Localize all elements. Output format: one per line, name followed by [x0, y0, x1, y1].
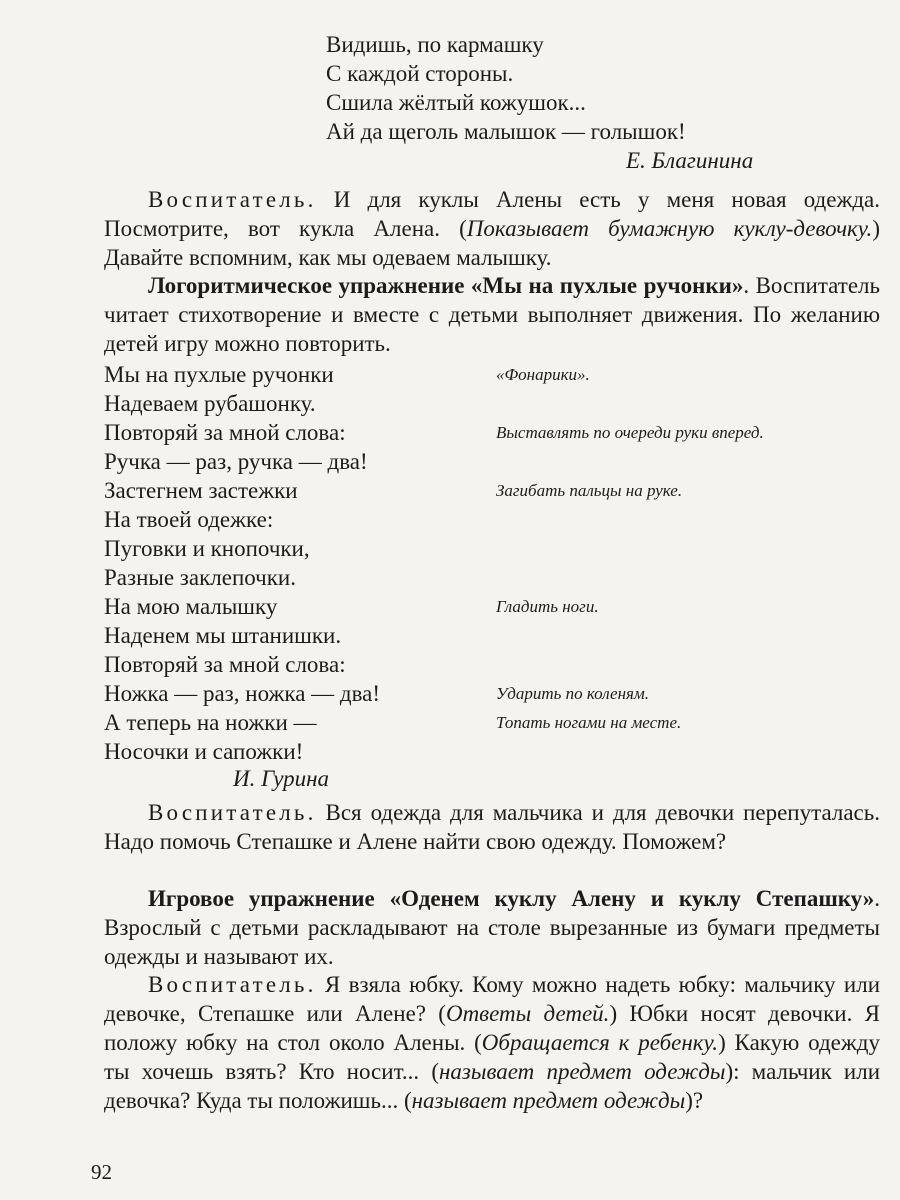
page-number: 92 — [91, 1160, 112, 1184]
stage-direction: Обращается к ребенку. — [481, 1030, 719, 1055]
rhyme-author: И. Гурина — [233, 766, 330, 791]
paragraph-text: ): мальчик или девочка? Куда ты положишь... ( — [104, 1059, 881, 1113]
movement-note: Выставлять по очереди руки вперед. — [496, 423, 764, 442]
rhyme-line: Мы на пухлые ручонки — [104, 362, 334, 387]
rhyme-row — [104, 360, 894, 389]
paragraph-text: Вся одежда для мальчика и для девочки перепуталась. Надо помочь Степашке и Алене найти свою одежду. Поможем? — [104, 800, 880, 854]
paragraph-text: ) Какую одежду ты хочешь взять? Кто носит... ( — [104, 1030, 880, 1084]
paragraph-educator-2 — [104, 798, 880, 856]
rhyme-row — [104, 592, 894, 621]
rhyme-line: Носочки и сапожки! — [104, 739, 304, 764]
movement-note: Загибать пальцы на руке. — [496, 481, 683, 500]
rhyme-row — [104, 505, 894, 534]
paragraph-text: Я взяла юбку. Кому можно надеть юбку: мальчику или девочке, Степашке или Алене? ( — [104, 972, 880, 1026]
paragraph-exercise-2 — [104, 884, 880, 971]
rhyme-line: Ножка — раз, ножка — два! — [104, 681, 381, 706]
rhyme-row — [104, 679, 894, 708]
movement-note: Ударить по коленям. — [496, 684, 650, 703]
paragraph-text: . Взрослый с детьми раскладывают на столе вырезанные из бумаги предметы одежды и называют их. — [104, 886, 880, 969]
stage-direction: Ответы детей. — [445, 1001, 610, 1026]
rhyme-line: Повторяй за мной слова: — [104, 420, 346, 445]
poem-line: С каждой стороны. — [326, 61, 514, 86]
paragraph-text: ) Юбки носят девочки. Я положу юбку на стол около Алены. ( — [104, 1001, 880, 1055]
movement-note: Топать ногами на месте. — [496, 713, 682, 732]
paragraph-text: И для куклы Алены есть у меня новая одежда. Посмотрите, вот кукла Алена. ( — [104, 187, 880, 241]
rhyme-line: На мою малышку — [104, 594, 278, 619]
stage-direction: называет предмет одежды — [438, 1059, 726, 1084]
exercise-title: Игровое упражнение «Оденем куклу Алену и куклу Степашку» — [148, 886, 875, 911]
poem-line: Ай да щеголь малышок — голышок! — [326, 119, 686, 144]
rhyme-line: Ручка — раз, ручка — два! — [104, 449, 368, 474]
stage-direction: Показывает бумажную куклу-девочку. — [466, 216, 873, 241]
speaker-label: Воспитатель. — [148, 800, 317, 825]
paragraph-text: . Воспитатель читает стихотворение и вместе с детьми выполняет движения. По желанию детей игру можно повторить. — [104, 273, 880, 356]
poem-top — [326, 30, 754, 173]
movement-note: «Фонарики». — [496, 365, 590, 384]
stage-direction: называет предмет одежды — [411, 1088, 686, 1113]
rhyme-line: Пуговки и кнопочки, — [104, 536, 310, 561]
rhyme-line: На твоей одежке: — [104, 507, 274, 532]
paragraph-exercise-1 — [104, 271, 880, 358]
rhyme-line: Надеваем рубашонку. — [104, 391, 316, 416]
paragraph-text: )? — [685, 1088, 704, 1113]
rhyme-block — [104, 360, 894, 766]
rhyme-row — [104, 621, 894, 650]
movement-note: Гладить ноги. — [496, 597, 599, 616]
poem-line: Сшила жёлтый кожушок... — [326, 90, 586, 115]
speaker-label: Воспитатель. — [148, 972, 317, 997]
rhyme-row — [104, 650, 894, 679]
rhyme-row — [104, 708, 894, 737]
paragraph-text: ) Давайте вспомним, как мы одеваем малышку. — [104, 216, 880, 270]
rhyme-row — [104, 447, 894, 476]
rhyme-row — [104, 563, 894, 592]
rhyme-line: Повторяй за мной слова: — [104, 652, 346, 677]
paragraph-educator-1 — [104, 185, 880, 272]
rhyme-row — [104, 476, 894, 505]
rhyme-row — [104, 389, 894, 418]
speaker-label: Воспитатель. — [148, 187, 317, 212]
poem-line: Видишь, по кармашку — [326, 32, 544, 57]
rhyme-line: Наденем мы штанишки. — [104, 623, 342, 648]
exercise-title: Логоритмическое упражнение «Мы на пухлые ручонки» — [148, 273, 744, 298]
poem-author: Е. Благинина — [626, 148, 754, 173]
paragraph-educator-3 — [104, 970, 880, 1115]
rhyme-row — [104, 737, 894, 766]
rhyme-row — [104, 534, 894, 563]
rhyme-row — [104, 418, 894, 447]
rhyme-line: Застегнем застежки — [104, 478, 298, 503]
rhyme-line: А теперь на ножки — — [104, 710, 317, 735]
rhyme-line: Разные заклепочки. — [104, 565, 296, 590]
